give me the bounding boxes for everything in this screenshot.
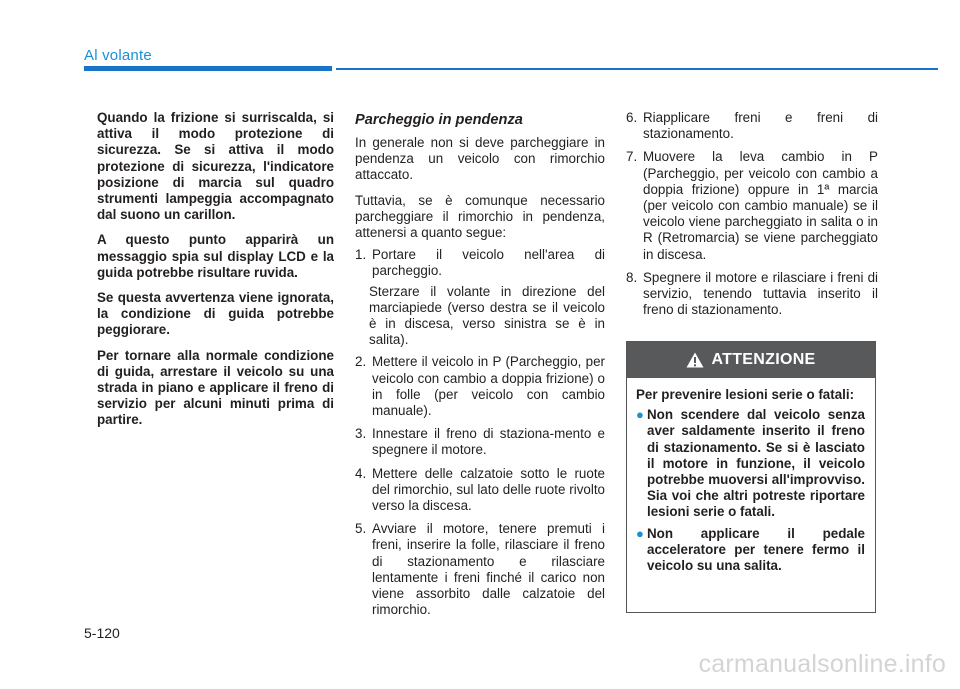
list-item — [355, 426, 605, 458]
step-number: 4. — [355, 465, 367, 481]
column-1 — [97, 110, 334, 438]
list-item — [355, 354, 605, 419]
step-text: Riapplicare freni e freni di stazionamento. — [643, 110, 878, 142]
step-number: 1. — [355, 247, 367, 263]
column-3 — [626, 110, 878, 325]
step-note: Sterzare il volante in direzione del marciapiede (verso destra se il veicolo è in discesa, verso sinistra se è in salita). — [369, 283, 605, 348]
step-text: Portare il veicolo nell'area di parcheggio. — [372, 247, 605, 279]
intro-paragraph-1: In generale non si deve parcheggiare in pendenza un veicolo con rimorchio attaccato. — [355, 135, 605, 183]
step-number: 5. — [355, 521, 367, 537]
paragraph-return-normal: Per tornare alla normale condizione di guida, arrestare il veicolo su una strada in piano e applicare il freno di servizio per alcuni minuti prima di partire. — [97, 347, 334, 428]
step-text: Mettere delle calzatoie sotto le ruote del rimorchio, sul lato delle ruote rivolto verso la discesa. — [372, 465, 605, 514]
step-number: 3. — [355, 426, 367, 442]
step-text: Spegnere il motore e rilasciare i freni di servizio, tenendo tuttavia inserito il freno di stazionamento. — [643, 269, 878, 318]
watermark: carmanualsonline.info — [698, 650, 946, 678]
page-number: 5-120 — [84, 625, 120, 641]
section-title: Al volante — [84, 47, 152, 64]
step-text: Innestare il freno di staziona-mento e spegnere il motore. — [372, 426, 605, 458]
step-number: 8. — [626, 269, 638, 285]
step-number: 6. — [626, 110, 638, 125]
paragraph-lcd-warning: A questo punto apparirà un messaggio spia sul display LCD e la guida potrebbe risultare ruvida. — [97, 232, 334, 280]
header-rule-thick — [84, 66, 332, 71]
paragraph-clutch-overheat: Quando la frizione si surriscalda, si attiva il modo protezione di sicurezza. Se si attiva il modo protezione di sicurezza, l'indicatore posizione di marcia sul quadro strumenti lampeggia accompagnato dal suono un carillon. — [97, 110, 334, 223]
intro-paragraph-2: Tuttavia, se è comunque necessario parcheggiare il rimorchio in pendenza, attenersi a quanto segue: — [355, 192, 605, 241]
column-2 — [355, 111, 605, 625]
warning-triangle-icon — [686, 352, 704, 368]
warning-bullet — [636, 526, 865, 575]
warning-header — [627, 342, 875, 378]
bullet-icon: ● — [636, 525, 644, 541]
header-rule-thin — [336, 68, 938, 70]
list-item — [626, 110, 878, 142]
warning-box — [626, 341, 876, 613]
warning-body — [627, 378, 875, 574]
step-number: 7. — [626, 149, 638, 165]
paragraph-ignore-warning: Se questa avvertenza viene ignorata, la condizione di guida potrebbe peggiorare. — [97, 290, 334, 338]
step-text: Muovere la leva cambio in P (Parcheggio, per veicolo con cambio a doppia frizione) oppure in 1ª marcia (per veicolo con cambio manuale) se il veicolo viene parcheggiato in salita o in R (Retromarcia) se viene parcheggiato in discesa. — [643, 149, 878, 262]
warning-bullet-text: Non applicare il pedale acceleratore per tenere fermo il veicolo su una salita. — [647, 525, 865, 574]
bullet-icon: ● — [636, 407, 644, 423]
list-item — [626, 149, 878, 262]
warning-title: ATTENZIONE — [711, 351, 816, 368]
step-text: Mettere il veicolo in P (Parcheggio, per veicolo con cambio a doppia frizione) o in folle (per veicolo con cambio manuale). — [372, 354, 605, 419]
section-heading: Parcheggio in pendenza — [355, 112, 523, 128]
warning-bullet — [636, 407, 865, 520]
list-item — [626, 270, 878, 319]
list-item — [355, 247, 605, 279]
step-text: Avviare il motore, tenere premuti i freni, inserire la folle, rilasciare il freno di stazionamento e rilasciare lentamente i freni finché il carico non viene assorbito dalle calzatoie del rimorchio. — [372, 521, 605, 618]
step-number: 2. — [355, 354, 367, 370]
warning-intro: Per prevenire lesioni serie o fatali: — [636, 387, 855, 402]
warning-bullet-text: Non scendere dal veicolo senza aver saldamente inserito il freno di stazionamento. Se si è lasciato il motore in funzione, il veicolo potrebbe muoversi all'improvviso. Sia voi che altri potreste riportare lesioni serie o fatali. — [647, 407, 865, 520]
list-item — [355, 521, 605, 618]
list-item — [355, 466, 605, 515]
